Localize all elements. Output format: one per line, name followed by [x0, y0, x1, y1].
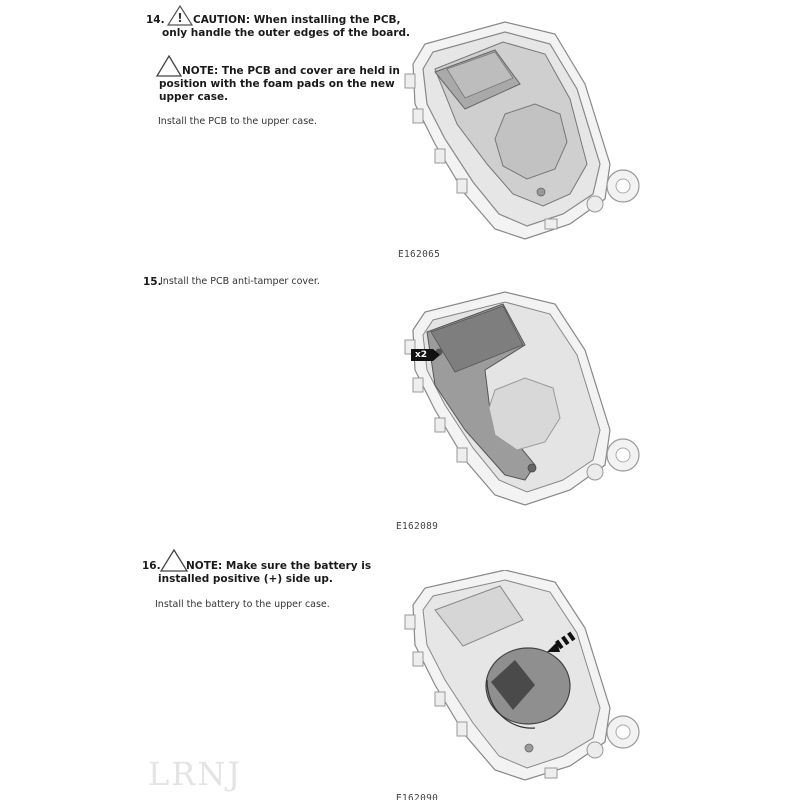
step-number: 16. [142, 560, 161, 572]
pcb-installation-figure [395, 14, 655, 246]
note-text [186, 560, 371, 573]
step-14 [0, 0, 800, 270]
note-line: position with the foam pads on the new [159, 78, 395, 90]
note-triangle-icon [156, 55, 182, 77]
figure-id: E162065 [398, 249, 441, 260]
watermark: LRNJ [148, 755, 243, 793]
caution-triangle-icon [167, 5, 193, 26]
note-text [182, 65, 400, 78]
step-number: 14. [146, 14, 165, 26]
step-number: 15. [143, 276, 162, 288]
instruction-text: Install the PCB to the upper case. [158, 116, 318, 127]
quantity-callout [411, 349, 439, 361]
note-line: installed positive (+) side up. [158, 573, 333, 585]
instruction-text: Install the PCB anti-tamper cover. [160, 276, 320, 287]
note-line: upper case. [159, 91, 229, 103]
step-16 [0, 540, 800, 800]
step-15 [0, 270, 800, 540]
note-line: The PCB and cover are held in [221, 65, 400, 77]
caution-line: only handle the outer edges of the board. [162, 27, 411, 39]
note-line: Make sure the battery is [225, 560, 372, 572]
figure-id: E162089 [396, 521, 439, 532]
anti-tamper-cover-figure [395, 290, 655, 520]
caution-label: CAUTION: [193, 14, 251, 26]
callout-label: x2 [415, 350, 428, 360]
battery-installation-figure [395, 570, 655, 795]
figure-id: E162090 [396, 793, 439, 800]
note-triangle-icon [160, 549, 188, 572]
caution-line: When installing the PCB, [253, 14, 401, 26]
svg-text:!: ! [177, 11, 183, 25]
note-label: NOTE: [182, 65, 219, 77]
caution-text [193, 14, 401, 27]
note-label: NOTE: [186, 560, 223, 572]
instruction-text: Install the battery to the upper case. [155, 599, 330, 610]
